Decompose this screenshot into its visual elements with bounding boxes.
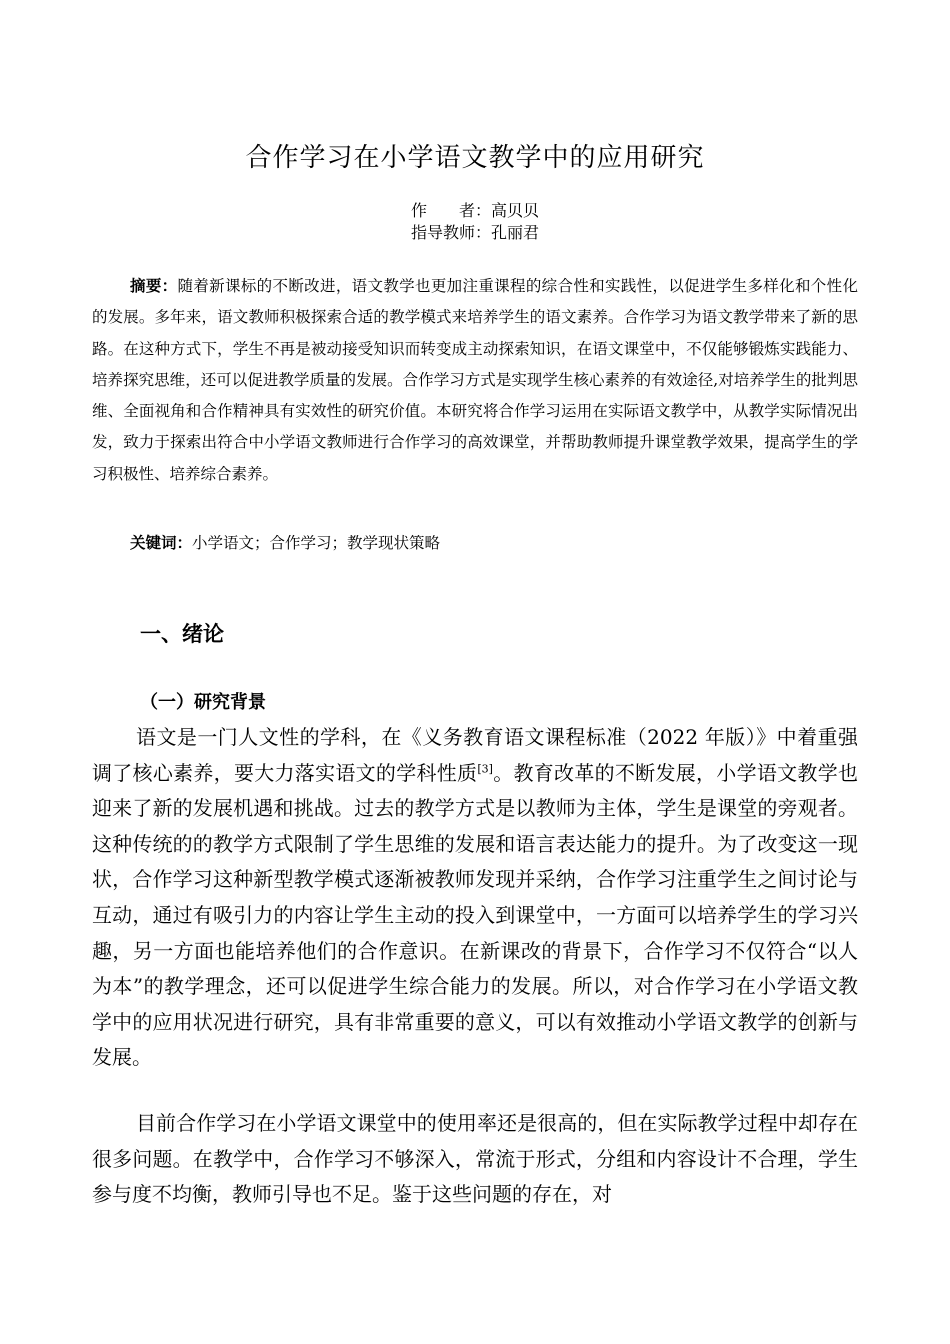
subsection-heading: （一）研究背景 bbox=[140, 692, 266, 713]
advisor-line bbox=[0, 222, 950, 244]
body-paragraph-1 bbox=[92, 720, 858, 1076]
abstract bbox=[92, 271, 858, 490]
body-paragraph-2: 目前合作学习在小学语文课堂中的使用率还是很高的，但在实际教学过程中却存在很多问题。在教学中，合作学习不够深入，常流于形式，分组和内容设计不合理，学生参与度不均衡，教师引导也不足。鉴于这些问题的存在，对 bbox=[92, 1111, 858, 1207]
paper-title: 合作学习在小学语文教学中的应用研究 bbox=[245, 143, 705, 173]
paragraph-1-text-b: 。教育改革的不断发展，小学语文教学也迎来了新的发展机遇和挑战。过去的教学方式是以教师为主体，学生是课堂的旁观者。这种传统的的教学方式限制了学生思维的发展和语言表达能力的提升。为了改变这一现状，合作学习这种新型教学模式逐渐被教师发现并采纳，合作学习注重学生之间讨论与互动，通过有吸引力的内容让学生主动的投入到课堂中，一方面可以培养学生的学习兴趣，另一方面也能培养他们的合作意识。在新课改的背景下，合作学习不仅符合“以人为本”的教学理念，还可以促进学生综合能力的发展。所以，对合作学习在小学语文教学中的应用状况进行研究，具有非常重要的意义，可以有效推动小学语文教学的创新与发展。 bbox=[92, 760, 858, 1070]
keywords bbox=[92, 528, 858, 559]
citation-ref[interactable]: [3] bbox=[477, 761, 493, 775]
section-heading: 一、绪论 bbox=[140, 622, 224, 646]
abstract-text: 随着新课标的不断改进，语文教学也更加注重课程的综合性和实践性，以促进学生多样化和个性化的发展。多年来，语文教师积极探索合适的教学模式来培养学生的语文素养。合作学习为语文教学带来了新的思路。在这种方式下，学生不再是被动接受知识而转变成主动探索知识，在语文课堂中，不仅能够锻炼实践能力、培养探究思维，还可以促进教学质量的发展。合作学习方式是实现学生核心素养的有效途径,对培养学生的批判思维、全面视角和合作精神具有实效性的研究价值。本研究将合作学习运用在实际语文教学中，从教学实际情况出发，致力于探索出符合中小学语文教师进行合作学习的高效课堂，并帮助教师提升课堂教学效果，提高学生的学习积极性、培养综合素养。 bbox=[92, 277, 858, 483]
abstract-label: 摘要： bbox=[130, 277, 178, 295]
keywords-label: 关键词： bbox=[130, 534, 193, 552]
advisor-name: 孔丽君 bbox=[491, 223, 540, 242]
author-line bbox=[0, 200, 950, 222]
author-name: 高贝贝 bbox=[491, 201, 540, 220]
paragraph-1-text-a: 语文是一门人文性的学科，在《义务教育语文课程标准（2022 年版）》中着重强调了核心素养，要大力落实语文的学科性质 bbox=[92, 725, 858, 785]
author-label: 作 者： bbox=[410, 201, 491, 220]
keywords-text: 小学语文；合作学习；教学现状策略 bbox=[192, 534, 441, 552]
advisor-label: 指导教师： bbox=[410, 223, 491, 242]
